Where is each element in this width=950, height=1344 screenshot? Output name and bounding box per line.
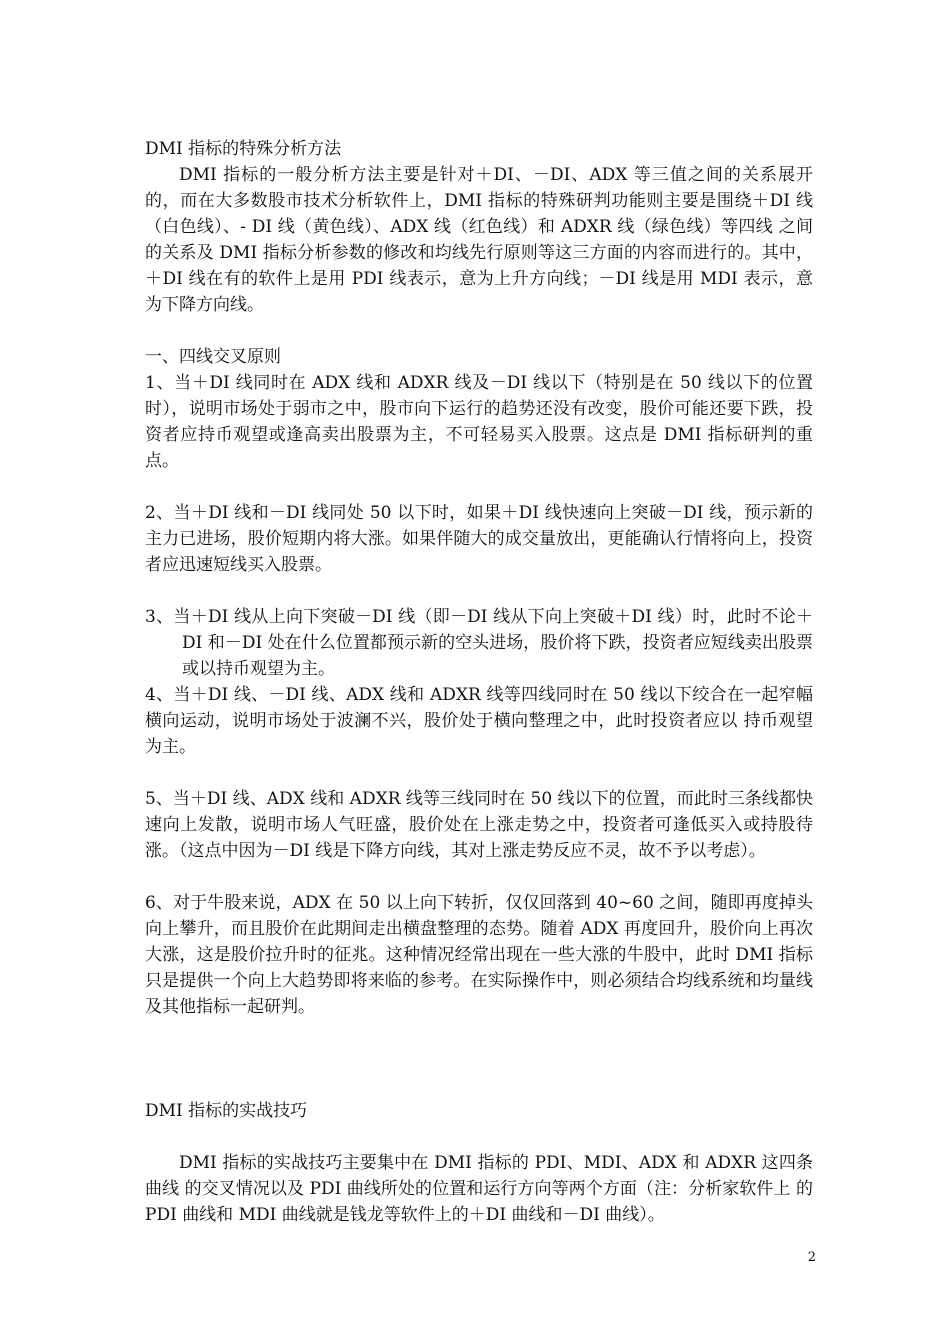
subsection-title-four-line-cross: 一、四线交叉原则 [145, 347, 281, 367]
paragraph-spacer [145, 760, 813, 786]
rule-item-3: 3、当＋DI 线从上向下突破－DI 线（即－DI 线从下向上突破＋DI 线）时，此时不论＋DI 和－DI 处在什么位置都预示新的空头进场，股价将下跌，投资者应短线卖出股票或以持币观望为主。 [145, 607, 813, 679]
rule-item-1: 1、当＋DI 线同时在 ADX 线和 ADXR 线及－DI 线以下（特别是在 50 线以下的位置时），说明市场处于弱市之中，股市向下运行的趋势还没有改变，股价可能还要下跌，投资者应持币观望或逢高卖出股票为主，不可轻易买入股票。这点是 DMI 指标研判的重点。 [145, 373, 813, 471]
paragraph-spacer [145, 578, 813, 604]
practical-skills-paragraph: DMI 指标的实战技巧主要集中在 DMI 指标的 PDI、MDI、ADX 和 ADXR 这四条曲线 的交叉情况以及 PDI 曲线所处的位置和运行方向等两个方面（注：分析家软件上 的 PDI 曲线和 MDI 曲线就是钱龙等软件上的＋DI 曲线和－DI 曲线）。 [145, 1153, 813, 1225]
page-number: 2 [807, 1250, 816, 1265]
paragraph-spacer [145, 1124, 813, 1150]
section-title-practical-skills: DMI 指标的实战技巧 [145, 1101, 308, 1121]
rule-item-5: 5、当＋DI 线、ADX 线和 ADXR 线等三线同时在 50 线以下的位置，而此时三条线都快速向上发散，说明市场人气旺盛，股价处在上涨走势之中，投资者可逢低买入或持股待涨。（这点中因为－DI 线是下降方向线，其对上涨走势反应不灵，故不予以考虑）。 [145, 789, 813, 861]
rule-item-4: 4、当＋DI 线、－DI 线、ADX 线和 ADXR 线等四线同时在 50 线以下绞合在一起窄幅横向运动，说明市场处于波澜不兴，股价处于横向整理之中，此时投资者应以 持币观望为主。 [145, 685, 813, 757]
rule-item-2: 2、当＋DI 线和－DI 线同处 50 以下时，如果＋DI 线快速向上突破－DI 线，预示新的主力已进场，股价短期内将大涨。如果伴随大的成交量放出，更能确认行情将向上，投资者应迅速短线买入股票。 [145, 503, 813, 575]
document-body [145, 136, 813, 1228]
paragraph-spacer [145, 318, 813, 344]
paragraph-spacer [145, 474, 813, 500]
section-spacer [145, 1020, 813, 1098]
section-intro-paragraph: DMI 指标的一般分析方法主要是针对＋DI、－DI、ADX 等三值之间的关系展开的，而在大多数股市技术分析软件上，DMI 指标的特殊研判功能则主要是围绕＋DI 线 （白色线）、- DI 线（黄色线）、ADX 线（红色线）和 ADXR 线（绿色线）等四线 之间的关系及 DMI 指标分析参数的修改和均线先行原则等这三方面的内容而进行的。其中，＋DI 线在有的软件上是用 PDI 线表示，意为上升方向线；－DI 线是用 MDI 表示，意为下降方向线。 [145, 165, 813, 315]
paragraph-spacer [145, 864, 813, 890]
section-title-special-analysis: DMI 指标的特殊分析方法 [145, 139, 342, 159]
rule-item-6: 6、对于牛股来说，ADX 在 50 以上向下转折，仅仅回落到 40~60 之间，随即再度掉头向上攀升，而且股价在此期间走出横盘整理的态势。随着 ADX 再度回升，股价向上再次大涨，这是股价拉升时的征兆。这种情况经常出现在一些大涨的牛股中，此时 DMI 指标只是提供一个向上大趋势即将来临的参考。在实际操作中，则必须结合均线系统和均量线及其他指标一起研判。 [145, 893, 813, 1017]
